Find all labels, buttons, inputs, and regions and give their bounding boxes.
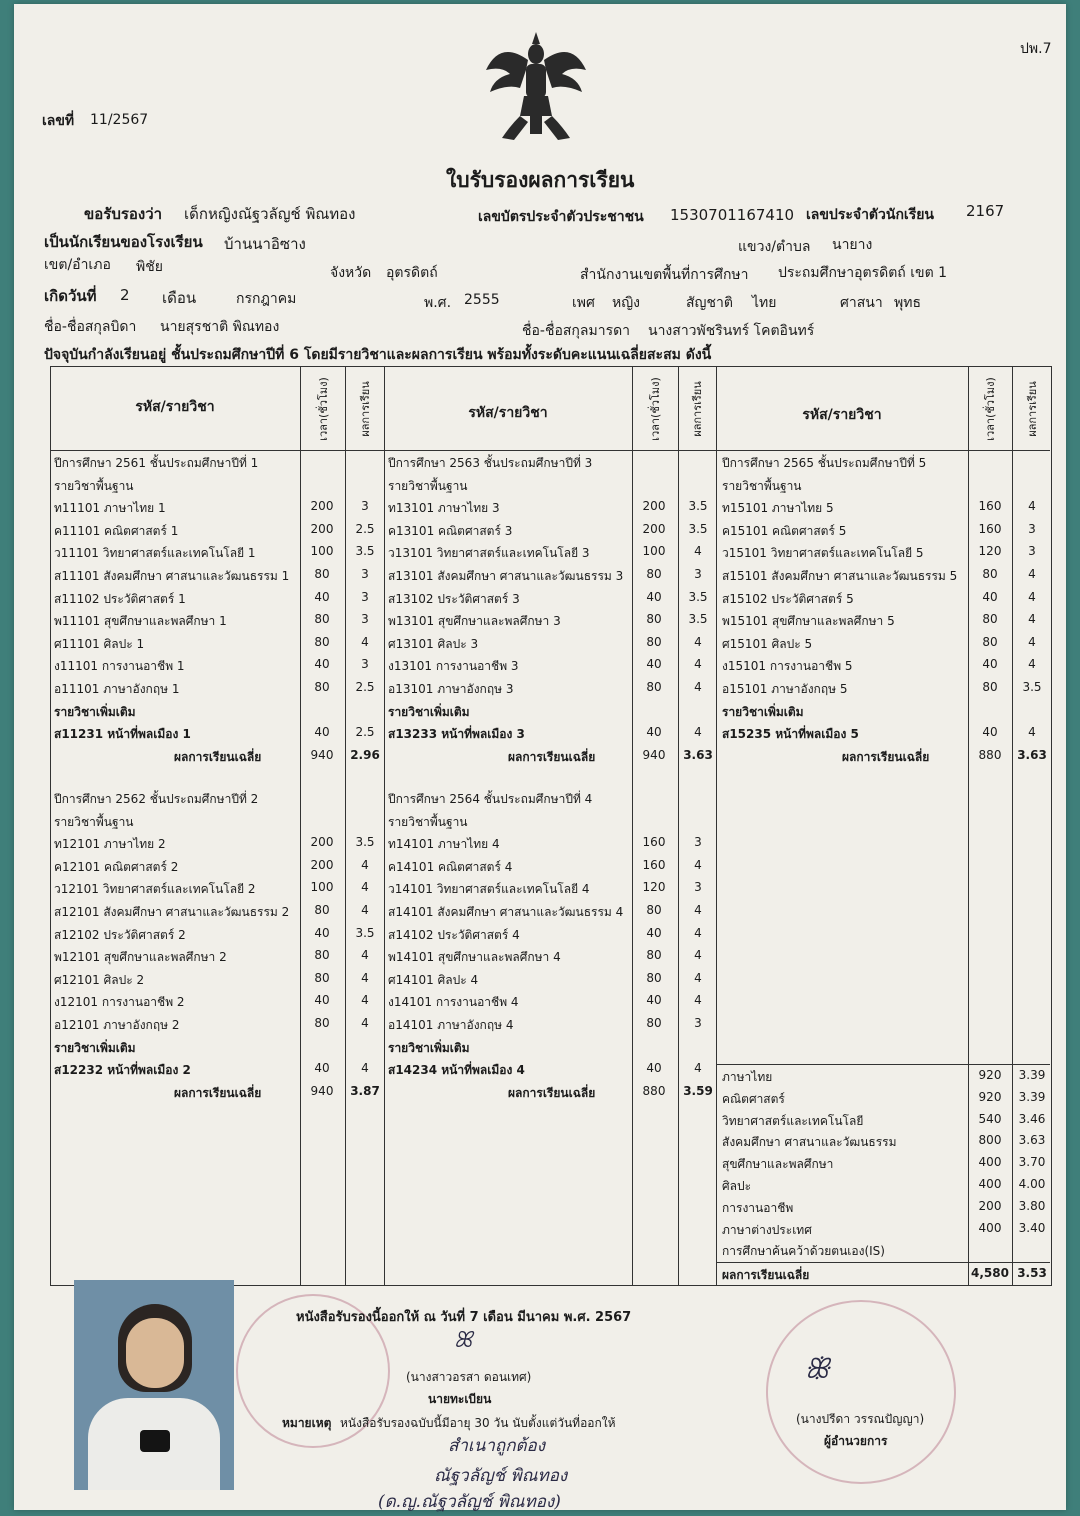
subject-grade: 4 [361, 880, 369, 895]
subject-name: ศ15101 ศิลปะ 5 [722, 636, 813, 651]
subject-hours: 80 [646, 948, 662, 963]
subject-grade: 3 [694, 835, 702, 850]
subject-name: ง12101 การงานอาชีพ 2 [54, 995, 185, 1010]
note-label: หมายเหตุ [282, 1416, 332, 1430]
core-label: รายวิชาพื้นฐาน [722, 478, 802, 493]
summary-hours: 920 [978, 1089, 1002, 1104]
subject-name: พ13101 สุขศึกษาและพลศึกษา 3 [388, 614, 561, 629]
school-stamp-right [766, 1300, 956, 1484]
subject-grade: 4 [1028, 634, 1036, 649]
intro-sentence: ปัจจุบันกำลังเรียนอยู่ ชั้นประถมศึกษาปีที่ 6 โดยมีรายวิชาและผลการเรียน พร้อมทั้งระดับคะแนนเฉลี่ยสะสม ดังนี้ [44, 347, 712, 363]
core-label: รายวิชาพื้นฐาน [54, 478, 134, 493]
year-average-label: ผลการเรียนเฉลี่ย [174, 749, 262, 764]
year-average-label: ผลการเรียนเฉลี่ย [508, 749, 596, 764]
summary-hours: 800 [978, 1133, 1002, 1148]
subject-name: ส12232 หน้าที่พลเมือง 2 [54, 1063, 191, 1078]
subject-name: ค13101 คณิตศาสตร์ 3 [388, 523, 513, 538]
cumulative-hours: 4,580 [971, 1266, 1009, 1280]
subject-grade: 3.5 [688, 589, 708, 604]
student-photo [74, 1280, 234, 1490]
subject-hours: 200 [310, 499, 334, 514]
subject-hours: 40 [982, 657, 998, 672]
handwritten-certified-copy: สำเนาถูกต้อง [448, 1436, 546, 1456]
subject-hours: 80 [314, 634, 330, 649]
subject-grade: 3 [361, 567, 369, 581]
subject-hours: 40 [646, 925, 662, 940]
subject-grade: 4 [694, 903, 702, 917]
subject-hours: 80 [646, 612, 662, 627]
subject-hours: 160 [642, 857, 666, 872]
subject-hours: 40 [646, 589, 662, 604]
school-label: เป็นนักเรียนของโรงเรียน [44, 233, 203, 251]
subject-hours: 80 [646, 1016, 662, 1030]
subject-name: อ11101 ภาษาอังกฤษ 1 [54, 682, 180, 696]
registrar-signature: ꕤ [454, 1328, 473, 1353]
student-no: 2167 [966, 202, 1005, 220]
director-signature: ꕥ [804, 1352, 830, 1385]
year-header: ปีการศึกษา 2561 ชั้นประถมศึกษาปีที่ 1 [54, 456, 259, 470]
mother-label: ชื่อ-ชื่อสกุลมารดา [522, 323, 631, 339]
extra-label: รายวิชาเพิ่มเติม [388, 704, 470, 719]
year-total-hours: 940 [310, 1083, 334, 1098]
summary-hours: 200 [978, 1198, 1002, 1213]
subject-hours: 80 [982, 612, 998, 627]
garuda-emblem [480, 30, 592, 148]
subject-hours: 40 [982, 725, 998, 740]
subject-hours: 40 [646, 725, 662, 740]
subject-grade: 3 [694, 880, 702, 895]
subject-hours: 200 [642, 521, 666, 536]
religion: พุทธ [894, 295, 922, 311]
summary-subject: ภาษาไทย [722, 1070, 773, 1084]
subject-grade: 4 [361, 970, 369, 985]
office-label: สำนักงานเขตพื้นที่การศึกษา [580, 267, 749, 283]
subject-hours: 120 [642, 880, 666, 895]
subject-grade: 3.5 [1022, 680, 1042, 694]
cumulative-average: 3.53 [1017, 1266, 1047, 1280]
extra-label: รายวิชาเพิ่มเติม [54, 1040, 136, 1055]
extra-label: รายวิชาเพิ่มเติม [54, 704, 136, 719]
registrar-title: นายทะเบียน [428, 1392, 492, 1406]
student-name: เด็กหญิงณัฐวลัญช์ พิณทอง [184, 205, 356, 223]
subject-name: ส12101 สังคมศึกษา ศาสนาและวัฒนธรรม 2 [54, 905, 290, 919]
subject-grade: 4 [361, 1061, 369, 1076]
year-average: 3.59 [683, 1083, 713, 1098]
subject-name: อ13101 ภาษาอังกฤษ 3 [388, 682, 514, 696]
subject-hours: 80 [982, 634, 998, 649]
subject-name: อ15101 ภาษาอังกฤษ 5 [722, 682, 848, 696]
subject-hours: 100 [310, 880, 334, 895]
office: ประถมศึกษาอุตรดิตถ์ เขต 1 [778, 265, 948, 281]
subject-grade: 3.5 [688, 521, 708, 536]
summary-hours: 400 [978, 1220, 1002, 1235]
year-total-hours: 940 [310, 747, 334, 762]
subject-hours: 40 [314, 993, 330, 1008]
religion-label: ศาสนา [840, 295, 883, 311]
subject-name: ง13101 การงานอาชีพ 3 [388, 659, 519, 674]
summary-grade: 3.46 [1018, 1111, 1046, 1126]
subject-hours: 80 [646, 567, 662, 581]
summary-grade: 3.63 [1018, 1133, 1046, 1148]
subject-hours: 40 [314, 589, 330, 604]
subject-name: ง11101 การงานอาชีพ 1 [54, 659, 185, 674]
subject-grade: 4 [1028, 499, 1036, 514]
summary-subject: ศิลปะ [722, 1179, 752, 1193]
subject-hours: 200 [642, 499, 666, 514]
subdistrict-label: แขวง/ตำบล [738, 239, 811, 255]
student-no-label: เลขประจำตัวนักเรียน [806, 207, 935, 223]
subject-grade: 3.5 [688, 499, 708, 514]
sex: หญิง [612, 295, 640, 311]
subject-grade: 4 [694, 970, 702, 985]
year-total-hours: 880 [978, 747, 1002, 762]
summary-grade: 3.80 [1018, 1198, 1046, 1213]
month-label: เดือน [162, 289, 197, 307]
subject-name: ว14101 วิทยาศาสตร์และเทคโนโลยี 4 [388, 882, 590, 897]
subject-hours: 80 [982, 680, 998, 694]
subject-grade: 4 [361, 857, 369, 872]
subject-grade: 4 [694, 544, 702, 559]
subject-hours: 160 [642, 835, 666, 850]
subject-grade: 4 [361, 634, 369, 649]
subject-hours: 80 [314, 1016, 330, 1030]
director-title: ผู้อำนวยการ [824, 1434, 888, 1448]
subject-hours: 80 [314, 948, 330, 963]
school-name: บ้านนาอิซาง [224, 235, 306, 253]
year-header: ปีการศึกษา 2565 ชั้นประถมศึกษาปีที่ 5 [722, 456, 927, 470]
header-hours-3: เวลา(ชั่วโมง) [984, 377, 997, 441]
subject-hours: 80 [646, 970, 662, 985]
subject-hours: 120 [978, 544, 1002, 559]
subject-grade: 4 [1028, 589, 1036, 604]
subject-hours: 40 [646, 993, 662, 1008]
subject-grade: 3 [1028, 544, 1036, 559]
subject-hours: 100 [310, 544, 334, 559]
subject-grade: 4 [361, 903, 369, 917]
subject-name: พ11101 สุขศึกษาและพลศึกษา 1 [54, 614, 227, 629]
core-label: รายวิชาพื้นฐาน [54, 814, 134, 829]
subject-hours: 200 [310, 835, 334, 850]
subject-name: ส15235 หน้าที่พลเมือง 5 [722, 727, 859, 742]
nationality-label: สัญชาติ [686, 295, 733, 311]
subject-grade: 4 [1028, 612, 1036, 627]
summary-grade: 3.39 [1018, 1068, 1046, 1082]
father-name: นายสุรชาติ พิณทอง [160, 319, 280, 335]
subject-name: ง14101 การงานอาชีพ 4 [388, 995, 519, 1010]
district: พิชัย [136, 259, 163, 275]
subject-grade: 3 [361, 499, 369, 514]
subject-grade: 3 [361, 589, 369, 604]
subject-name: ส13101 สังคมศึกษา ศาสนาและวัฒนธรรม 3 [388, 569, 624, 583]
header-subject-3: รหัส/รายวิชา [802, 407, 882, 423]
born-label: เกิดวันที่ [44, 287, 97, 305]
subject-grade: 4 [694, 1061, 702, 1076]
subject-hours: 160 [978, 499, 1002, 514]
subject-grade: 4 [1028, 567, 1036, 581]
summary-subject: การงานอาชีพ [722, 1200, 794, 1215]
subject-name: ส14234 หน้าที่พลเมือง 4 [388, 1063, 525, 1078]
subject-name: ส12102 ประวัติศาสตร์ 2 [54, 927, 186, 942]
subject-name: ว15101 วิทยาศาสตร์และเทคโนโลยี 5 [722, 546, 924, 561]
summary-hours: 400 [978, 1177, 1002, 1191]
summary-subject: สังคมศึกษา ศาสนาและวัฒนธรรม [722, 1135, 897, 1150]
subject-hours: 160 [978, 521, 1002, 536]
subject-name: ส15101 สังคมศึกษา ศาสนาและวัฒนธรรม 5 [722, 569, 958, 583]
subject-name: ศ11101 ศิลปะ 1 [54, 636, 145, 651]
year-header: ปีการศึกษา 2563 ชั้นประถมศึกษาปีที่ 3 [388, 456, 593, 470]
subject-name: พ15101 สุขศึกษาและพลศึกษา 5 [722, 614, 895, 629]
id-value: 1530701167410 [670, 206, 795, 224]
subject-hours: 80 [646, 680, 662, 694]
subject-hours: 80 [314, 612, 330, 627]
district-label: เขต/อำเภอ [44, 257, 111, 273]
subject-name: ท15101 ภาษาไทย 5 [722, 501, 834, 516]
subject-name: ส13102 ประวัติศาสตร์ 3 [388, 591, 520, 606]
year-total-hours: 880 [642, 1083, 666, 1098]
subject-hours: 80 [646, 634, 662, 649]
subject-hours: 40 [646, 657, 662, 672]
summary-subject: วิทยาศาสตร์และเทคโนโลยี [722, 1113, 864, 1128]
cumulative-average-label: ผลการเรียนเฉลี่ย [722, 1268, 810, 1282]
year-header: ปีการศึกษา 2562 ชั้นประถมศึกษาปีที่ 2 [54, 792, 259, 806]
subject-grade: 3.5 [688, 612, 708, 627]
subject-hours: 80 [982, 567, 998, 581]
subject-name: ท11101 ภาษาไทย 1 [54, 501, 166, 516]
subject-name: ส13233 หน้าที่พลเมือง 3 [388, 727, 525, 742]
year-average: 3.63 [683, 747, 713, 762]
summary-grade: 3.40 [1018, 1220, 1046, 1235]
year-average-label: ผลการเรียนเฉลี่ย [174, 1085, 262, 1100]
subject-grade: 3 [694, 1016, 702, 1030]
subject-name: ค15101 คณิตศาสตร์ 5 [722, 523, 847, 538]
handwritten-name: ณัฐวลัญช์ พิณทอง [434, 1466, 568, 1486]
certificate-paper [14, 4, 1066, 1510]
subject-name: ส14101 สังคมศึกษา ศาสนาและวัฒนธรรม 4 [388, 905, 624, 919]
header-grade-3: ผลการเรียน [1026, 381, 1039, 437]
subject-grade: 4 [694, 680, 702, 694]
form-code: ปพ.7 [1020, 41, 1052, 57]
year-average: 3.63 [1017, 747, 1047, 762]
subject-name: ค11101 คณิตศาสตร์ 1 [54, 523, 179, 538]
doc-number-label: เลขที่ [42, 113, 75, 129]
subject-name: ศ12101 ศิลปะ 2 [54, 972, 145, 987]
summary-subject: คณิตศาสตร์ [722, 1091, 785, 1106]
extra-label: รายวิชาเพิ่มเติม [722, 704, 804, 719]
subject-grade: 4 [694, 725, 702, 740]
subject-name: พ14101 สุขศึกษาและพลศึกษา 4 [388, 950, 561, 965]
year-header: ปีการศึกษา 2564 ชั้นประถมศึกษาปีที่ 4 [388, 792, 593, 806]
birth-month: กรกฎาคม [236, 291, 297, 307]
document-title: ใบรับรองผลการเรียน [446, 168, 635, 192]
header-subject-2: รหัส/รายวิชา [468, 405, 548, 421]
subject-name: ส15102 ประวัติศาสตร์ 5 [722, 591, 854, 606]
subject-name: ศ13101 ศิลปะ 3 [388, 636, 479, 651]
subject-name: ท12101 ภาษาไทย 2 [54, 837, 166, 852]
subject-grade: 4 [694, 925, 702, 940]
subject-grade: 3 [694, 567, 702, 581]
subject-hours: 80 [314, 903, 330, 917]
subject-grade: 4 [361, 993, 369, 1008]
subject-grade: 3.5 [355, 925, 375, 940]
subject-grade: 2.5 [355, 521, 375, 536]
core-label: รายวิชาพื้นฐาน [388, 478, 468, 493]
nationality: ไทย [752, 295, 777, 311]
registrar-name: (นางสาวอรสา ดอนเทศ) [406, 1370, 532, 1384]
year-average-label: ผลการเรียนเฉลี่ย [842, 749, 930, 764]
handwritten-full-name: (ด.ญ.ณัฐวลัญช์ พิณทอง) [378, 1492, 561, 1512]
subject-grade: 4 [694, 634, 702, 649]
subject-grade: 4 [361, 1016, 369, 1030]
year-average-label: ผลการเรียนเฉลี่ย [508, 1085, 596, 1100]
table-border [50, 366, 1052, 1286]
subject-name: ส11102 ประวัติศาสตร์ 1 [54, 591, 186, 606]
year-average: 2.96 [350, 747, 380, 762]
subject-name: ท14101 ภาษาไทย 4 [388, 837, 500, 852]
subject-grade: 4 [1028, 725, 1036, 740]
issued-date: หนังสือรับรองนี้ออกให้ ณ วันที่ 7 เดือน มีนาคม พ.ศ. 2567 [296, 1310, 632, 1325]
subject-name: ส11101 สังคมศึกษา ศาสนาและวัฒนธรรม 1 [54, 569, 290, 583]
summary-hours: 920 [978, 1068, 1002, 1082]
subject-name: อ12101 ภาษาอังกฤษ 2 [54, 1018, 180, 1032]
subject-name: ท13101 ภาษาไทย 3 [388, 501, 500, 516]
note-text: หนังสือรับรองฉบับนี้มีอายุ 30 วัน นับตั้งแต่วันที่ออกให้ [340, 1416, 616, 1430]
subject-grade: 4 [694, 857, 702, 872]
subject-hours: 80 [646, 903, 662, 917]
subject-grade: 2.5 [355, 725, 375, 740]
subject-grade: 3 [361, 612, 369, 627]
subject-name: ว11101 วิทยาศาสตร์และเทคโนโลยี 1 [54, 546, 256, 561]
subject-grade: 3 [361, 657, 369, 672]
subject-grade: 4 [694, 657, 702, 672]
birth-day: 2 [120, 286, 130, 304]
doc-number: 11/2567 [90, 112, 149, 128]
province: อุตรดิตถ์ [386, 265, 438, 281]
id-label: เลขบัตรประจำตัวประชาชน [478, 209, 644, 225]
summary-subject: การศึกษาค้นคว้าด้วยตนเอง(IS) [722, 1244, 885, 1259]
year-label: พ.ศ. [424, 295, 452, 311]
subject-grade: 3 [1028, 521, 1036, 536]
header-hours-1: เวลา(ชั่วโมง) [317, 377, 330, 441]
subject-hours: 200 [310, 521, 334, 536]
subject-name: ว12101 วิทยาศาสตร์และเทคโนโลยี 2 [54, 882, 256, 897]
director-name: (นางปรีดา วรรณปัญญา) [796, 1412, 925, 1426]
extra-label: รายวิชาเพิ่มเติม [388, 1040, 470, 1055]
summary-hours: 540 [978, 1111, 1002, 1126]
header-subject-1: รหัส/รายวิชา [135, 399, 215, 415]
subject-grade: 4 [694, 993, 702, 1008]
header-grade-2: ผลการเรียน [691, 381, 704, 437]
subject-hours: 80 [314, 680, 330, 694]
subject-name: ค14101 คณิตศาสตร์ 4 [388, 859, 513, 874]
subject-name: ค12101 คณิตศาสตร์ 2 [54, 859, 179, 874]
header-grade-1: ผลการเรียน [359, 381, 372, 437]
subject-hours: 40 [314, 657, 330, 672]
subject-name: ส14102 ประวัติศาสตร์ 4 [388, 927, 520, 942]
subdistrict: นายาง [832, 237, 873, 253]
certify-label: ขอรับรองว่า [84, 205, 163, 223]
subject-hours: 40 [314, 925, 330, 940]
summary-subject: ภาษาต่างประเทศ [722, 1222, 812, 1237]
year-total-hours: 940 [642, 747, 666, 762]
subject-hours: 40 [314, 1061, 330, 1076]
mother-name: นางสาวพัชรินทร์ โคตอินทร์ [648, 323, 815, 339]
subject-hours: 200 [310, 857, 334, 872]
subject-hours: 40 [646, 1061, 662, 1076]
father-label: ชื่อ-ชื่อสกุลบิดา [44, 319, 137, 335]
subject-name: ส11231 หน้าที่พลเมือง 1 [54, 727, 191, 742]
subject-hours: 80 [314, 970, 330, 985]
subject-name: ง15101 การงานอาชีพ 5 [722, 659, 853, 674]
subject-name: พ12101 สุขศึกษาและพลศึกษา 2 [54, 950, 227, 965]
core-label: รายวิชาพื้นฐาน [388, 814, 468, 829]
header-hours-2: เวลา(ชั่วโมง) [649, 377, 662, 441]
subject-name: ศ14101 ศิลปะ 4 [388, 972, 479, 987]
province-label: จังหวัด [330, 265, 372, 281]
subject-grade: 2.5 [355, 680, 375, 694]
summary-subject: สุขศึกษาและพลศึกษา [722, 1157, 834, 1172]
summary-grade: 3.70 [1018, 1155, 1046, 1170]
year-average: 3.87 [350, 1083, 380, 1098]
summary-grade: 3.39 [1018, 1089, 1046, 1104]
subject-hours: 40 [314, 725, 330, 740]
subject-grade: 4 [361, 948, 369, 963]
grade-table [50, 366, 1052, 1286]
birth-year: 2555 [464, 292, 500, 308]
sex-label: เพศ [572, 295, 595, 311]
subject-name: ว13101 วิทยาศาสตร์และเทคโนโลยี 3 [388, 546, 590, 561]
summary-hours: 400 [978, 1155, 1002, 1170]
subject-grade: 4 [1028, 657, 1036, 672]
summary-grade: 4.00 [1018, 1177, 1046, 1191]
subject-grade: 3.5 [355, 544, 375, 559]
subject-hours: 40 [982, 589, 998, 604]
subject-hours: 100 [642, 544, 666, 559]
subject-name: อ14101 ภาษาอังกฤษ 4 [388, 1018, 514, 1032]
subject-hours: 80 [314, 567, 330, 581]
subject-grade: 3.5 [355, 835, 375, 850]
subject-grade: 4 [694, 948, 702, 963]
